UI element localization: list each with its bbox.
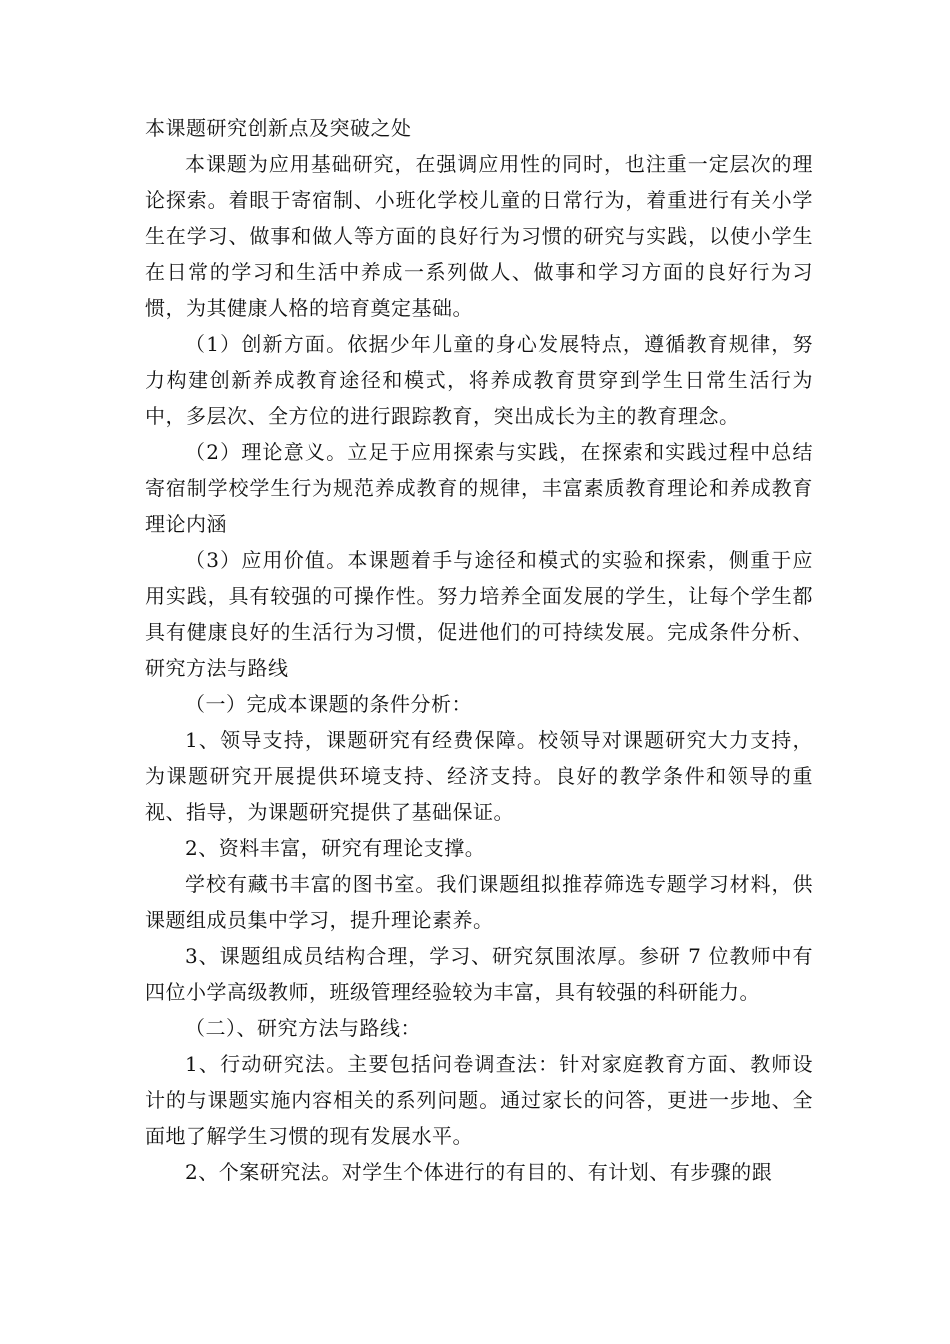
paragraph-library: 学校有藏书丰富的图书室。我们课题组拟推荐筛选专题学习材料，供课题组成员集中学习，提升理论素养。 [145, 872, 813, 932]
paragraph-theory: （2）理论意义。立足于应用探索与实践，在探索和实践过程中总结寄宿制学校学生行为规范养成教育的规律，丰富素质教育理论和养成教育理论内涵 [145, 440, 813, 536]
paragraph-condition-3: 3、课题组成员结构合理，学习、研究氛围浓厚。参研 7 位教师中有四位小学高级教师，班级管理经验较为丰富，具有较强的科研能力。 [145, 944, 813, 1004]
paragraph-condition-2: 2、资料丰富，研究有理论支撑。 [185, 836, 486, 860]
subsection-heading-methods: （二）、研究方法与路线： [185, 1016, 421, 1040]
paragraph-condition-1: 1、领导支持，课题研究有经费保障。校领导对课题研究大力支持，为课题研究开展提供环境支持、经济支持。良好的教学条件和领导的重视、指导，为课题研究提供了基础保证。 [145, 728, 813, 824]
section-heading: 本课题研究创新点及突破之处 [145, 116, 412, 140]
document-page [145, 110, 813, 1190]
paragraph-method-1: 1、行动研究法。主要包括问卷调查法：针对家庭教育方面、教师设计的与课题实施内容相关的系列问题。通过家长的问答，更进一步地、全面地了解学生习惯的现有发展水平。 [145, 1052, 813, 1148]
subsection-heading-conditions: （一）完成本课题的条件分析： [185, 692, 472, 716]
paragraph-innovation: （1）创新方面。依据少年儿童的身心发展特点，遵循教育规律，努力构建创新养成教育途径和模式，将养成教育贯穿到学生日常生活行为中，多层次、全方位的进行跟踪教育，突出成长为主的教育理念。 [145, 332, 813, 428]
paragraph-method-2: 2、个案研究法。对学生个体进行的有目的、有计划、有步骤的跟 [185, 1160, 773, 1184]
paragraph-intro: 本课题为应用基础研究，在强调应用性的同时，也注重一定层次的理论探索。着眼于寄宿制、小班化学校儿童的日常行为，着重进行有关小学生在学习、做事和做人等方面的良好行为习惯的研究与实践，以使小学生在日常的学习和生活中养成一系列做人、做事和学习方面的良好行为习惯，为其健康人格的培育奠定基础。 [145, 152, 813, 320]
paragraph-application: （3）应用价值。本课题着手与途径和模式的实验和探索，侧重于应用实践，具有较强的可操作性。努力培养全面发展的学生，让每个学生都具有健康良好的生活行为习惯，促进他们的可持续发展。完成条件分析、研究方法与路线 [145, 548, 813, 680]
